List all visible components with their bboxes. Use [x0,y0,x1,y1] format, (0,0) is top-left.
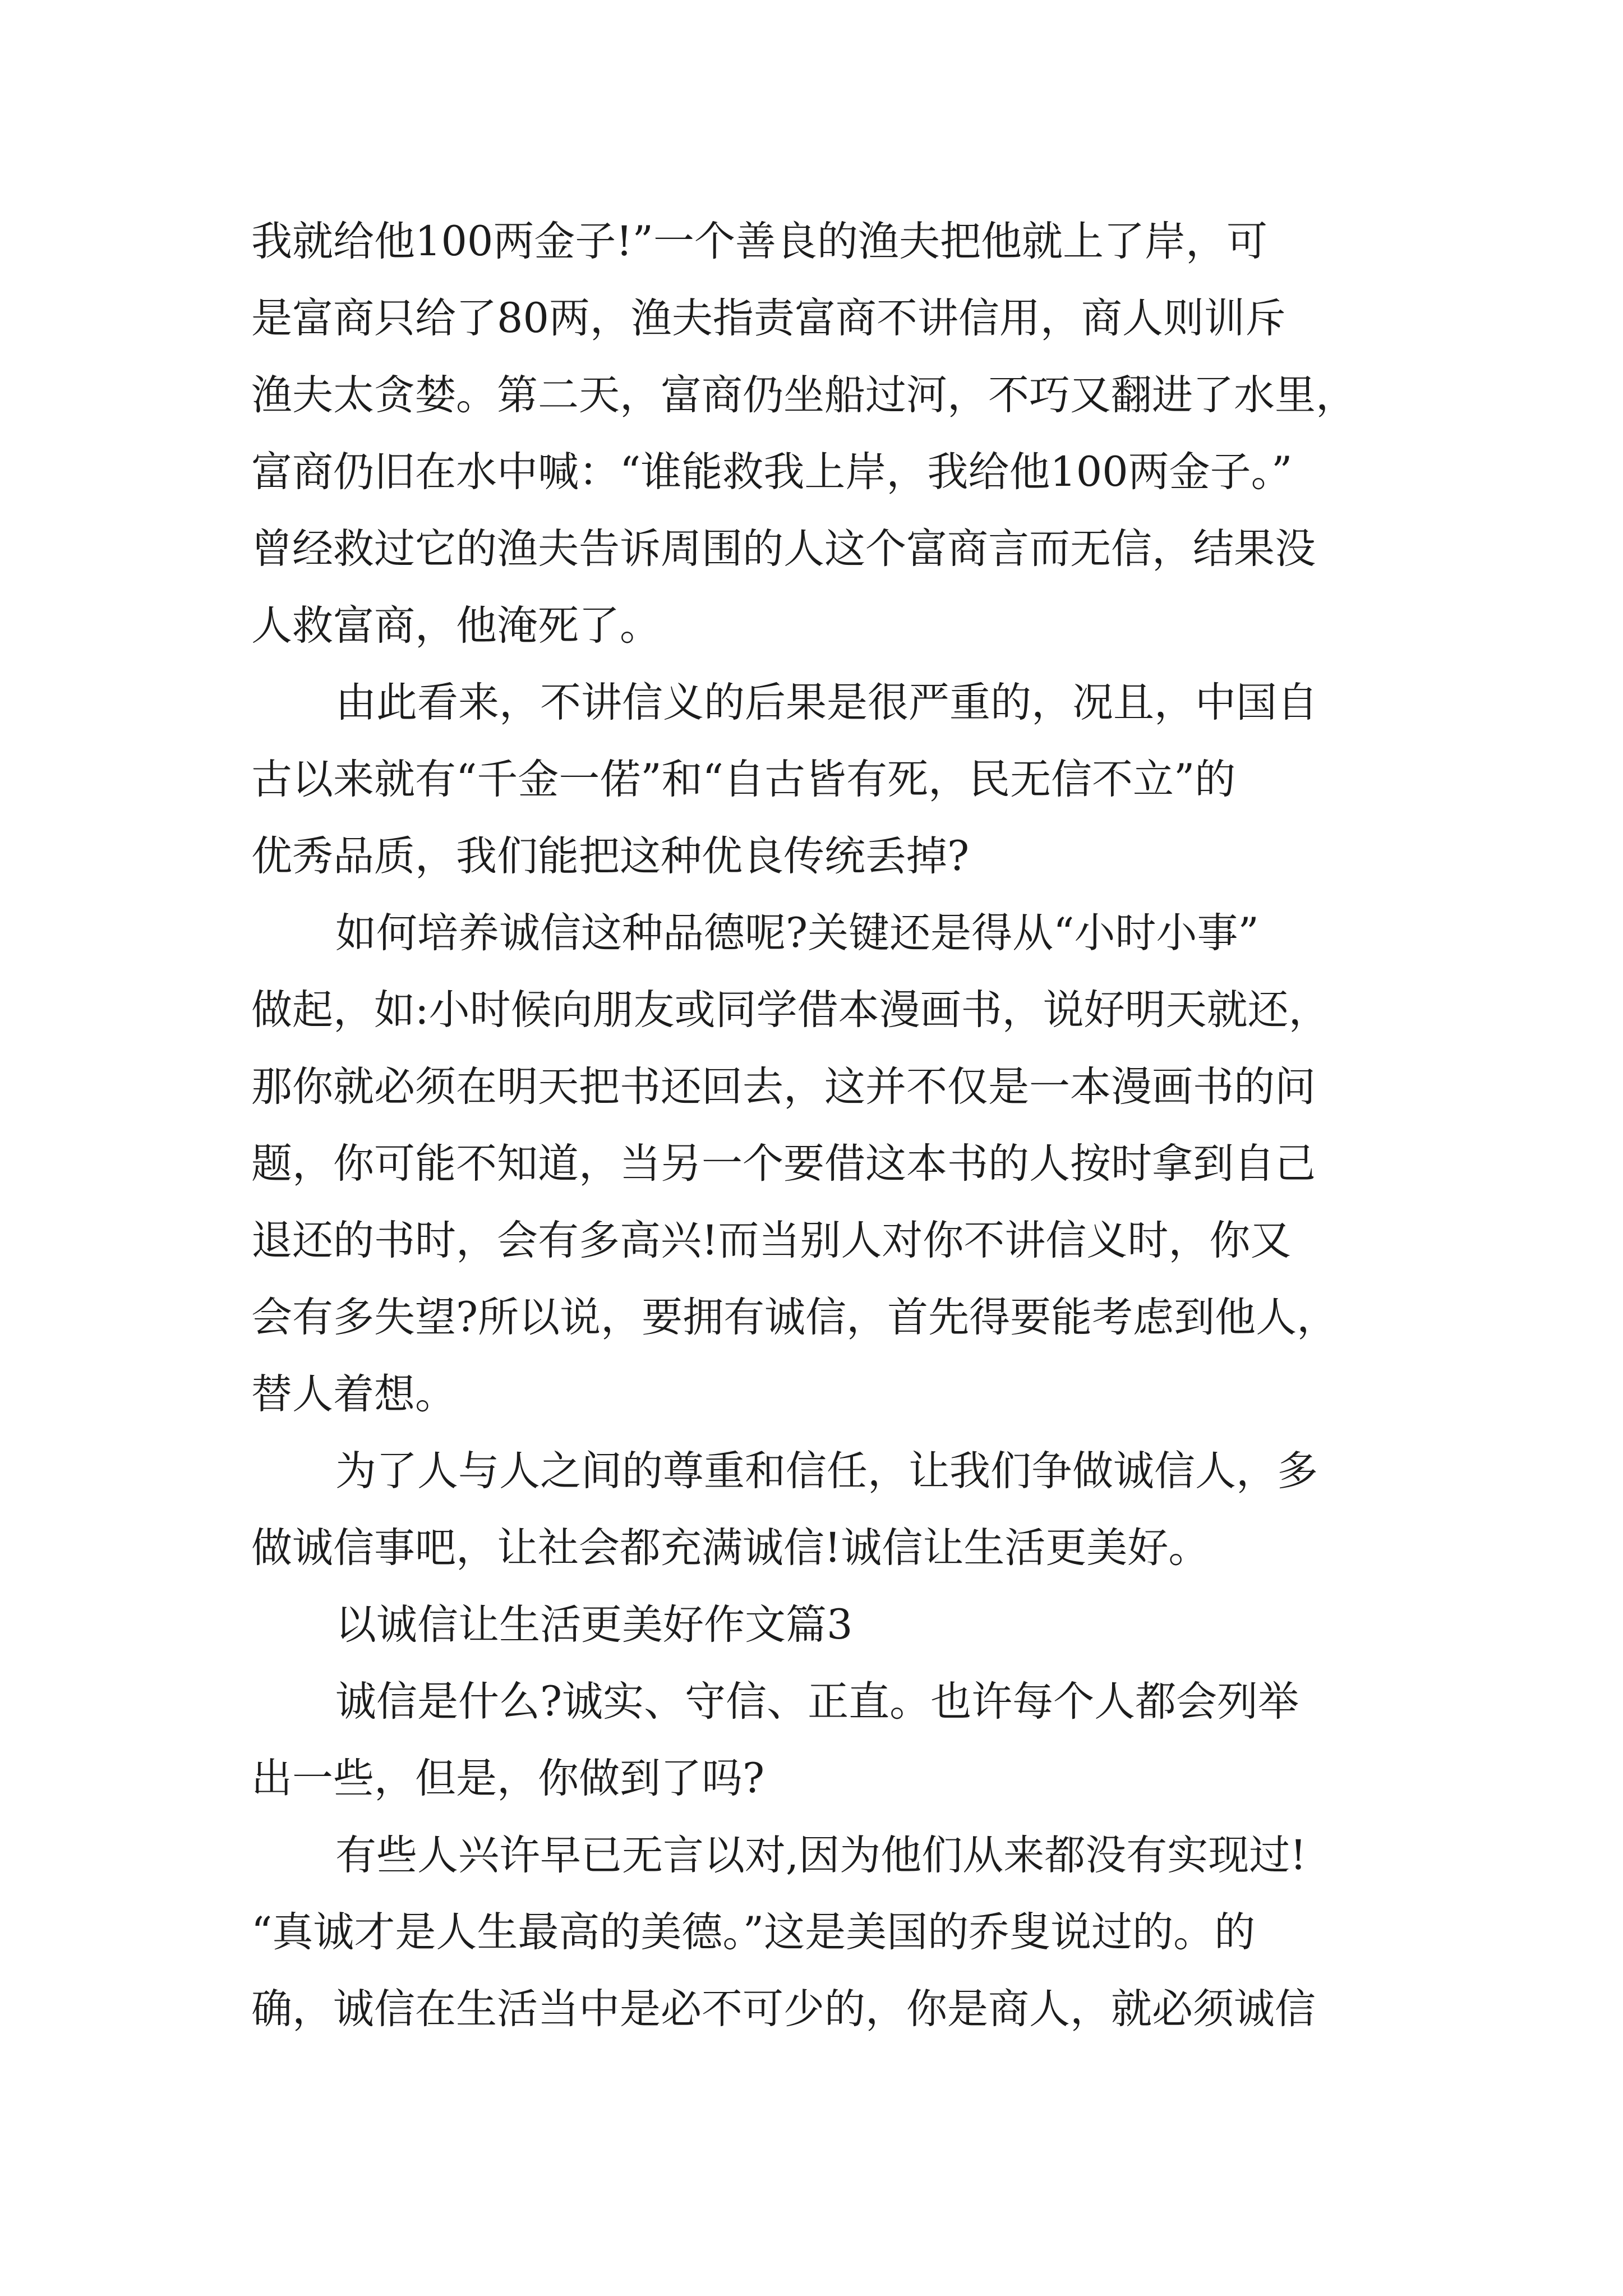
text-line: 富商仍旧在水中喊：“谁能救我上岸，我给他100两金子。” [251,448,1293,496]
text-line: 渔夫太贪婪。第二天，富商仍坐船过河，不巧又翻进了水里， [251,371,1357,419]
text-line: 古以来就有“千金一偌”和“自古皆有死，民无信不立”的 [251,756,1236,803]
paragraph-start-line: 如何培养诚信这种品德呢?关键还是得从“小时小事” [335,909,1259,957]
document-body [251,203,1378,2047]
text-line: 替人着想。 [251,1370,456,1418]
text-line: 会有多失望?所以说，要拥有诚信，首先得要能考虑到他人， [251,1294,1338,1341]
text-line: 出一些，但是，你做到了吗? [251,1755,765,1802]
paragraph-start-line: 由此看来，不讲信义的后果是很严重的，况且，中国自 [335,679,1318,726]
text-line: 人救富商，他淹死了。 [251,602,661,650]
text-line: 确，诚信在生活当中是必不可少的，你是商人，就必须诚信 [251,1985,1316,2033]
text-line: 是富商只给了80两，渔夫指责富商不讲信用，商人则训斥 [251,295,1286,342]
text-line: 优秀品质，我们能把这种优良传统丢掉? [251,832,970,880]
section-heading: 以诚信让生活更美好作文篇3 [335,1601,853,1649]
paragraph-start-line: 为了人与人之间的尊重和信任，让我们争做诚信人，多 [335,1447,1318,1495]
text-line: 曾经救过它的渔夫告诉周围的人这个富商言而无信，结果没 [251,525,1316,573]
text-line: 退还的书时，会有多高兴!而当别人对你不讲信义时，你又 [251,1217,1292,1264]
text-line: 我就给他100两金子!”一个善良的渔夫把他就上了岸，可 [251,218,1267,265]
text-line: “真诚才是人生最高的美德。”这是美国的乔叟说过的。的 [251,1908,1256,1956]
text-line: 那你就必须在明天把书还回去，这并不仅是一本漫画书的问 [251,1063,1316,1111]
paragraph-start-line: 诚信是什么?诚实、守信、正直。也许每个人都会列举 [335,1678,1299,1726]
text-line: 做起，如:小时候向朋友或同学借本漫画书，说好明天就还， [251,986,1330,1034]
paragraph-start-line: 有些人兴许早已无言以对,因为他们从来都没有实现过! [335,1832,1307,1879]
text-line: 题，你可能不知道，当另一个要借这本书的人按时拿到自己 [251,1140,1316,1188]
text-line: 做诚信事吧，让社会都充满诚信!诚信让生活更美好。 [251,1524,1210,1572]
